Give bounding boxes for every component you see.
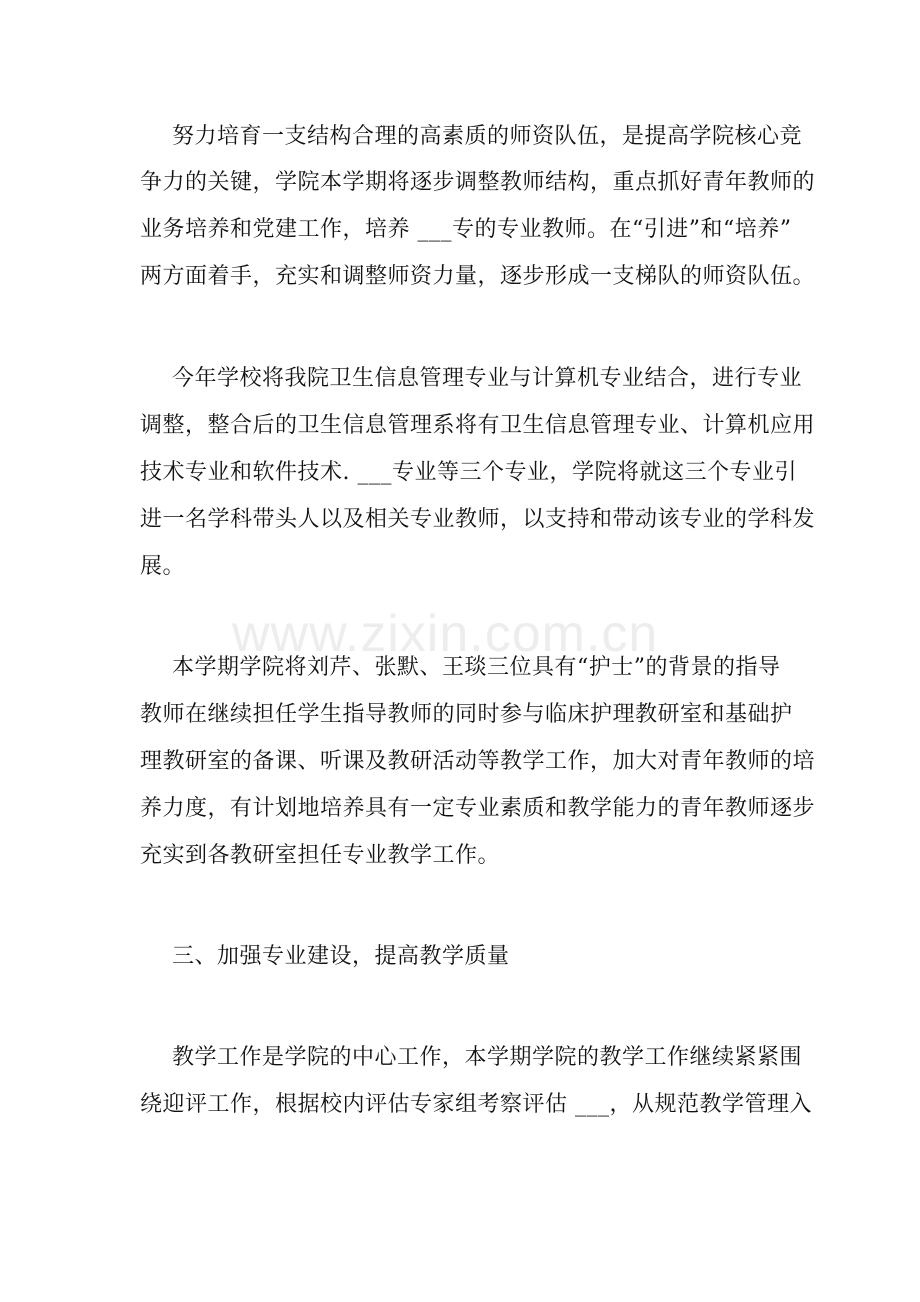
section-heading-text: 三、加强专业建设，提高教学质量: [172, 944, 510, 969]
paragraph-line: 养力度，有计划地培养具有一定专业素质和教学能力的青年教师逐步: [140, 796, 816, 821]
paragraph-line: 两方面着手，充实和调整师资力量，逐步形成一支梯队的师资队伍。: [140, 264, 816, 289]
paragraph-line: 努力培育一支结构合理的高素质的师资队伍，是提高学院核心竞: [172, 124, 803, 149]
paragraph-line: 教学工作是学院的中心工作，本学期学院的教学工作继续紧紧围: [172, 1045, 803, 1070]
paragraph-line: 进一名学科带头人以及相关专业教师，以支持和带动该专业的学科发: [140, 507, 816, 532]
paragraph-line: 业务培养和党建工作，培养 ___专的专业教师。在“引进”和“培养”: [140, 217, 792, 242]
paragraph-line: 教师在继续担任学生指导教师的同时参与临床护理教研室和基础护: [140, 702, 793, 727]
paragraph-line: 展。: [140, 554, 186, 579]
paragraph-line: 绕迎评工作，根据校内评估专家组考察评估 ___，从规范教学管理入: [140, 1092, 812, 1117]
paragraph-line: 本学期学院将刘芹、张默、王琰三位具有“护士”的背景的指导: [172, 655, 781, 680]
paragraph-line: 技术专业和软件技术. ___专业等三个专业，学院将就这三个专业引: [140, 460, 797, 485]
paragraph-line: 调整，整合后的卫生信息管理系将有卫生信息管理专业、计算机应用: [140, 413, 816, 438]
paragraph-line: 充实到各教研室担任专业教学工作。: [140, 843, 501, 868]
paragraph-line: 今年学校将我院卫生信息管理专业与计算机专业结合，进行专业: [172, 366, 803, 391]
paragraph-line: 争力的关键，学院本学期将逐步调整教师结构，重点抓好青年教师的: [140, 170, 816, 195]
paragraph-line: 理教研室的备课、听课及教研活动等教学工作，加大对青年教师的培: [140, 749, 816, 774]
watermark-text: www.zixin.com.cn: [232, 605, 659, 663]
